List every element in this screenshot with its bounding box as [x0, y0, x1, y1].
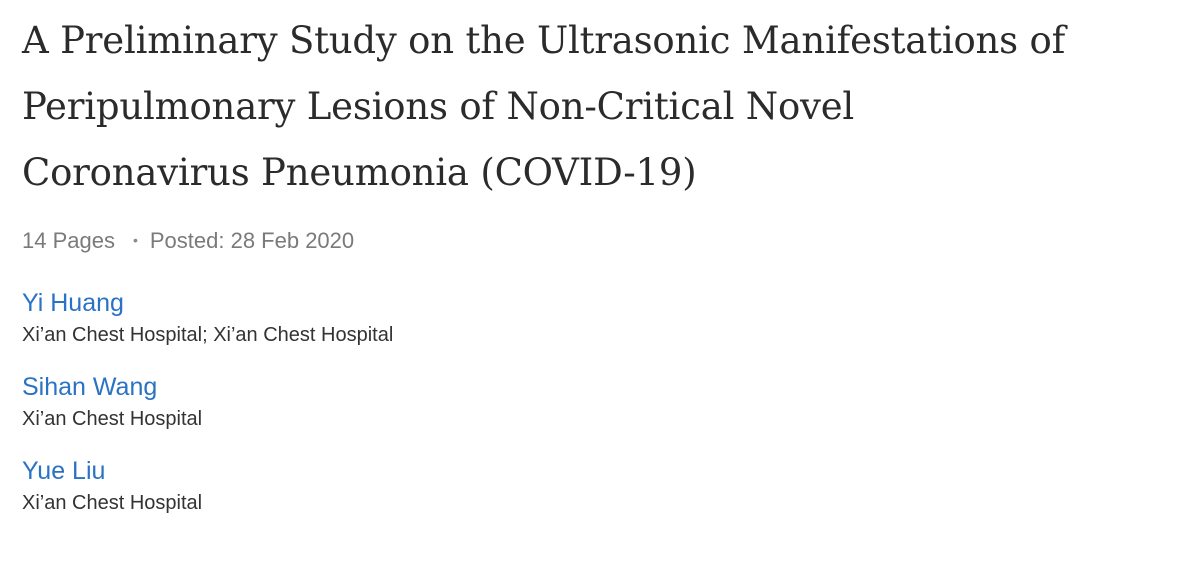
author-affiliation: Xi’an Chest Hospital — [22, 492, 203, 514]
meta-separator: • — [132, 232, 138, 248]
posted-date: Posted: 28 Feb 2020 — [149, 228, 355, 253]
author-list — [22, 287, 1182, 517]
author-name-link[interactable]: Yi Huang — [22, 289, 124, 317]
title-line: A Preliminary Study on the Ultrasonic Manifestations of — [22, 19, 1066, 62]
paper-title — [22, 8, 1182, 206]
page-count: 14 Pages — [22, 228, 115, 253]
title-line: Peripulmonary Lesions of Non-Critical Novel — [22, 85, 855, 128]
author-entry — [22, 287, 1182, 349]
author-entry — [22, 371, 1182, 433]
author-name-link[interactable]: Sihan Wang — [22, 373, 158, 401]
paper-header — [22, 8, 1182, 539]
author-affiliation: Xi’an Chest Hospital; Xi’an Chest Hospital — [22, 324, 394, 346]
author-entry — [22, 455, 1182, 517]
author-name-link[interactable]: Yue Liu — [22, 457, 106, 485]
paper-meta — [22, 225, 1182, 256]
title-line: Coronavirus Pneumonia (COVID-19) — [22, 151, 697, 194]
author-affiliation: Xi’an Chest Hospital — [22, 408, 203, 430]
